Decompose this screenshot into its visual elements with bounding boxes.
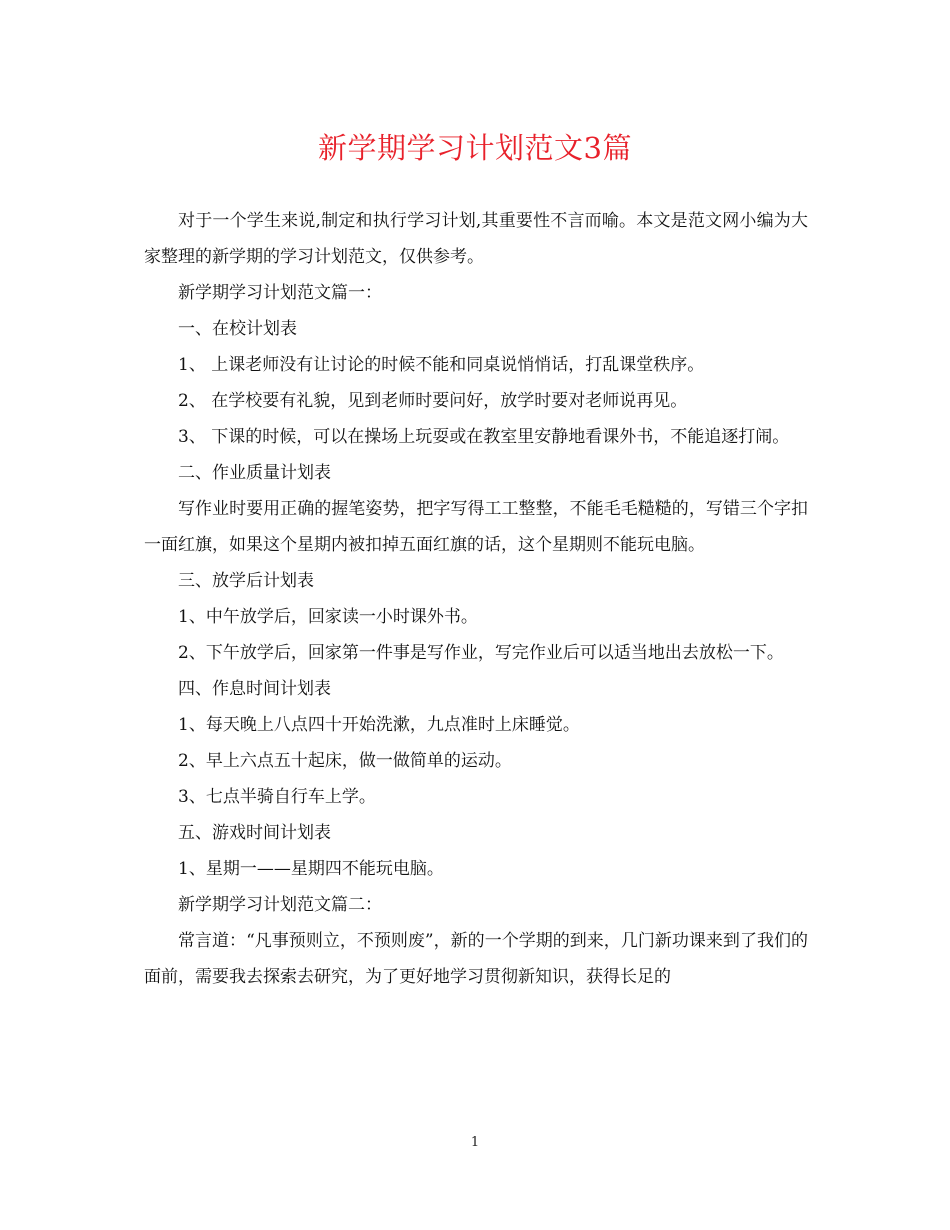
paragraph-after-school-item-2: 2、下午放学后，回家第一件事是写作业，写完作业后可以适当地出去放松一下。 — [178, 643, 784, 663]
paragraph-intro: 对于一个学生来说,制定和执行学习计划,其重要性不言而喻。本文是范文网小编为大家整理的新学期的学习计划范文，仅供参考。 — [144, 211, 808, 267]
paragraph-after-school-heading: 三、放学后计划表 — [178, 571, 314, 591]
paragraph-schedule-item-3: 3、七点半骑自行车上学。 — [178, 787, 376, 807]
paragraph-schedule-heading: 四、作息时间计划表 — [178, 679, 331, 699]
page-number: 1 — [470, 1135, 480, 1150]
paragraph-schedule-item-1: 1、每天晚上八点四十开始洗漱，九点准时上床睡觉。 — [178, 715, 580, 735]
paragraph-school-plan-item-1: 1、 上课老师没有让讨论的时候不能和同桌说悄悄话，打乱课堂秩序。 — [178, 355, 705, 375]
paragraph-school-plan-item-2: 2、 在学校要有礼貌，见到老师时要问好，放学时要对老师说再见。 — [178, 391, 688, 411]
paragraph-homework-plan-heading: 二、作业质量计划表 — [178, 463, 331, 483]
paragraph-section-heading-one: 新学期学习计划范文篇一： — [178, 283, 382, 303]
document-title: 新学期学习计划范文3篇 — [318, 131, 632, 165]
paragraph-homework-plan-text: 写作业时要用正确的握笔姿势，把字写得工工整整，不能毛毛糙糙的，写错三个字扣一面红旗，如果这个星期内被扣掉五面红旗的话，这个星期则不能玩电脑。 — [144, 499, 808, 555]
paragraph-schedule-item-2: 2、早上六点五十起床，做一做简单的运动。 — [178, 751, 512, 771]
paragraph-game-time-heading: 五、游戏时间计划表 — [178, 823, 331, 843]
paragraph-section-heading-two: 新学期学习计划范文篇二： — [178, 895, 382, 915]
paragraph-school-plan-item-3: 3、 下课的时候，可以在操场上玩耍或在教室里安静地看课外书，不能追逐打闹。 — [178, 427, 790, 447]
document-body — [144, 203, 808, 995]
paragraph-section-two-intro: 常言道：“凡事预则立，不预则废”，新的一个学期的到来，几门新功课来到了我们的面前，需要我去探索去研究，为了更好地学习贯彻新知识，获得长足的 — [144, 931, 808, 987]
paragraph-game-time-item-1: 1、星期一——星期四不能玩电脑。 — [178, 859, 444, 879]
paragraph-school-plan-heading: 一、在校计划表 — [178, 319, 297, 339]
paragraph-after-school-item-1: 1、中午放学后，回家读一小时课外书。 — [178, 607, 478, 627]
